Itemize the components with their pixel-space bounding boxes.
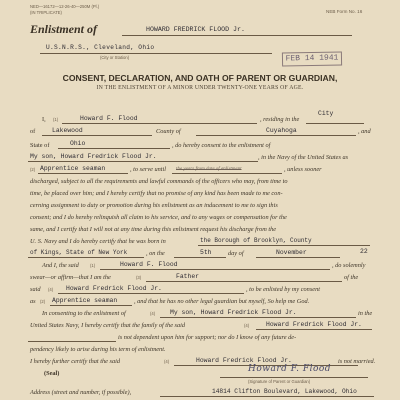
term-text: the years from date of enlistment [176, 167, 242, 172]
para1-line5: same, and I certify that I will not at any time during this enlistment request his discharge from the [30, 226, 277, 233]
solemnly-text: , do solemnly [332, 262, 366, 269]
form-code: NED—16172—12-26-40—250M (Pl.) [30, 4, 100, 9]
parent-signature: Howard F. Flood [248, 364, 332, 374]
birth-year: 22 [360, 248, 368, 255]
ref-1: (1) [53, 117, 59, 122]
para3-consent: In consenting to the enlistment of [42, 310, 126, 317]
rating-2: Apprentice seaman [52, 297, 118, 304]
son-name-4: Howard Fredrick Flood Jr. [266, 321, 362, 328]
city-label: City [318, 110, 334, 117]
para1-line3: cerning assignment to duty or promotion during his enlistment as an inducement to me to sign this [30, 202, 278, 209]
birth-month: November [276, 249, 307, 256]
serve-text: , to serve until [130, 166, 167, 173]
ref-4d: (4) [164, 359, 170, 364]
date-stamp: FEB 14 1941 [282, 51, 342, 66]
county: Cuyahoga [266, 127, 297, 134]
state: Ohio [70, 140, 86, 147]
enlistee-name: HOWARD FREDRICK FLOOD Jr. [146, 26, 245, 33]
enlisted-text: , to be enlisted by my consent [246, 286, 320, 293]
document-subtitle: IN THE ENLISTMENT OF A MINOR UNDER TWENTY-ONE YEARS OF AGE. [96, 85, 304, 91]
document-title: CONSENT, DECLARATION, AND OATH OF PARENT OR GUARDIAN, [62, 73, 338, 83]
para1-line4: consent; and I do hereby relinquish all claim to his service, and to any wages or compensation for the [30, 214, 287, 221]
navy-family-text: United States Navy, I hereby certify that the family of the said [30, 322, 186, 329]
para1-line1: discharged, subject to all the requirements and lawful commands of the officers who may, from time to [30, 178, 288, 185]
ref-2: (2) [30, 167, 36, 172]
unless-text: , unless sooner [284, 166, 322, 173]
station: U.S.N.R.S., Cleveland, Ohio [46, 44, 155, 51]
residing-text: , residing in the [260, 116, 300, 123]
as-text: as [30, 298, 36, 305]
para1-line2: time, be placed over him; and I hereby certify that no promise of any kind has been made to me con- [30, 190, 283, 197]
ref-1b: (1) [90, 263, 96, 268]
of-text: of [30, 128, 36, 135]
consent-text: , do hereby consent to the enlistment of [172, 142, 271, 149]
and-text: , and [358, 128, 371, 135]
para4-certify: I hereby further certify that the said [30, 358, 121, 365]
navy-text: , in the Navy of the United States as [258, 154, 349, 161]
said-text: said [30, 286, 41, 293]
rating-1: Apprentice seaman [40, 165, 106, 172]
birthplace-1: the Borough of Brooklyn, County [200, 237, 312, 244]
ref-3: (3) [136, 275, 142, 280]
birthplace-2: of Kings, State of New York [30, 249, 128, 256]
son-name-3: My son, Howard Fredrick Flood Jr. [170, 309, 297, 316]
triplicate-note: (IN TRIPLICATE) [30, 10, 62, 15]
ref-2b: (2) [40, 299, 46, 304]
birth-day: 5th [200, 249, 212, 256]
son-name-2: Howard Fredrick Flood Jr. [66, 285, 162, 292]
parent-name: Howard F. Flood [80, 115, 138, 122]
city: Lakewood [52, 127, 83, 134]
address-value: 14814 Clifton Boulevard, Lakewood, Ohio [212, 388, 357, 395]
signature-caption: (Signature of Parent or Guardian) [248, 379, 311, 384]
parent-name-2: Howard F. Flood [120, 261, 178, 268]
ref-4b: (4) [150, 311, 156, 316]
para2-and-i: And I, the said [42, 262, 79, 269]
day-of-text: day of [228, 250, 244, 257]
seal-label: (Seal) [44, 370, 60, 377]
on-the-text: , on the [146, 250, 165, 257]
para1-i: I, [42, 116, 46, 123]
station-caption: (City or Station) [100, 55, 130, 60]
address-label: Address (street and number, if possible), [30, 389, 132, 396]
ref-4: (4) [48, 287, 54, 292]
state-of: State of [30, 142, 50, 149]
swear-text: swear—or affirm—that I am the [30, 274, 111, 281]
married-text: is not married. [338, 358, 376, 365]
form-number: NEB Form No. 16 [326, 9, 363, 14]
enlistment-label: Enlistment of [30, 22, 98, 36]
para3-line1: is not dependent upon him for support; nor do I know of any future de- [118, 334, 297, 341]
son-name-1: My son, Howard Fredrick Flood Jr. [30, 153, 157, 160]
of-the-text: of the [344, 274, 359, 281]
legal-text: , and that he has no other legal guardian but myself, So help me God. [134, 298, 310, 305]
in-the-text: in the [358, 310, 373, 317]
para3-line2: pendency likely to arise during his term of enlistment. [30, 346, 166, 353]
county-label: County of [156, 128, 181, 135]
ref-4c: (4) [244, 323, 250, 328]
relation: Father [176, 273, 200, 280]
para1-line6: U. S. Navy and I do hereby certify that he was born in [30, 238, 166, 245]
son-name-5: Howard Fredrick Flood Jr. [196, 357, 292, 364]
